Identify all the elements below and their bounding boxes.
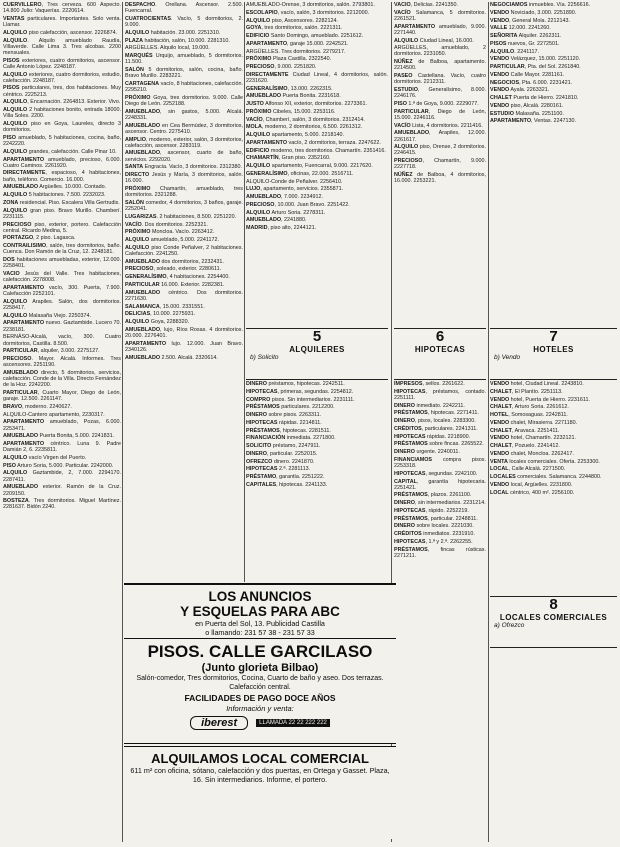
classified-ad: SALAMANCA, 15.000. 2331551. xyxy=(125,303,205,310)
classified-ad: VENDO, General Mola. 2212143. xyxy=(490,17,571,24)
classified-ad: VENDO chalet, Mirasierra. 2271180. xyxy=(490,419,578,426)
classified-ad: FINANCIACIÓN inmediata. 2271800. xyxy=(246,435,336,442)
classified-ad: HIPOTECAS 2.ª. 2281113. xyxy=(246,466,311,473)
classified-ad: AMUEBLADO Puerta Bonita, 5.000. 2241831. xyxy=(3,433,115,440)
classified-ad: AMUEBLADO, 7.000. 2234912. xyxy=(246,194,324,201)
classified-ad: VENDO hotel, Ciudad Lineal. 2243810. xyxy=(490,381,584,387)
classified-ad: CUATROCIENTAS. Vacío, 5 dormitorios, 2. 9.000. xyxy=(125,15,243,29)
ad-description: 611 m² con oficina, sótano, calefacción y dos puertas, en Ortega y Gasset. Plaza, 16. Sin intermediarios. Informe, el portero. xyxy=(130,766,390,784)
classified-ad: CUERVILLERO, Tres cerveza. 600 Aspecto. 14.800 Julio: Vaquerías. 2220614. xyxy=(3,2,121,15)
classified-ad: SEÑORITA Alquiler. 2262311. xyxy=(490,33,562,39)
classified-ad: OFREZCO dinero. 2241870. xyxy=(246,458,315,465)
ad-headline: PISOS. CALLE GARCILASO xyxy=(147,642,373,661)
classified-ad: ALQUILO habitación. 23.000. 2251310. xyxy=(125,29,221,36)
section-title: LOCALES COMERCIALES xyxy=(499,613,608,622)
classified-ad: ALQUILO. Alquilo amueblado Raudía, Villaverde. Calle Lima 3. Tres alcobas. 2200 mensuales. xyxy=(3,37,121,56)
classified-ad: ALQUILO piso, Orense, 2 dormitorios. 2246415. xyxy=(394,144,486,157)
classified-ad: PRÓXIMO Chamartín, amueblado, tres dormitorios. 2321288. xyxy=(125,185,243,199)
classified-ad: HIPOTECAS, rápido. 2252219. xyxy=(394,507,469,514)
classified-ad: VENDO Noviciado, 3.000. 2251890. xyxy=(490,9,577,16)
classified-ad: HIPOTECAS, préstamos, contado. 2251111. xyxy=(394,388,486,401)
classified-ad: ALQUILO gran piso. Bravo Murillo. Chamberí. 2231115. xyxy=(3,207,121,220)
classified-ad: PISO Arturo Soria, 5.000. Particular. 2242000. xyxy=(3,462,114,469)
classified-ad: VENDO chalet, Moncloa. 2262417. xyxy=(490,450,574,457)
classified-ad: CRÉDITOS, particulares. 2241311. xyxy=(394,425,478,432)
classified-ad: ALQUILO amueblado, 5.000. 2241172. xyxy=(125,237,220,244)
classified-ad: PRÓXIMO Moncloa. Vacío. 2263412. xyxy=(125,229,215,236)
classified-ad: EDIFICIO moderno, tres dormitorios. Chamartín. 2351416. xyxy=(246,147,386,154)
section-subtitle: b) Vendo xyxy=(494,354,521,361)
ad-info: Información y venta: xyxy=(226,704,294,714)
classified-ad: PARTICULAR, Cuarto Mayor, Diego de León, garaje. 12.500. 2261147. xyxy=(3,390,121,403)
classified-ad: APARTAMENTO vacío, 2 dormitorios, terraza. 2247622. xyxy=(246,139,381,146)
classified-ad: GENERALÍSIMO, 4 habitaciones. 2254400. xyxy=(125,274,230,281)
classified-ad: BRAVO, moderno. 2240627. xyxy=(3,403,72,410)
classified-ad: LOCAL céntrico, 400 m². 2256100. xyxy=(490,489,575,496)
classified-ad: SALÓN comedor, 4 dormitorios, 3 baños, garaje. 2252041. xyxy=(125,199,243,213)
classified-ad: VACIO Jesús del Valle. Tres habitaciones, calefacción. 2278008. xyxy=(3,271,121,284)
classified-ad: APARTAMENTO, garaje 15.000. 2242521. xyxy=(246,40,349,47)
classified-ad: AMUEBLADO, sin gastos, 5.000. Alcalá. 2248331. xyxy=(125,108,243,121)
classified-ad: CRÉDITOS inmediatos. 2231910. xyxy=(394,531,475,538)
classified-ad: ALQUILO 2 habitaciones bonito, entrada 18000. Villa Soles. 2200. xyxy=(3,107,121,120)
section-subtitle: a) Ofrezco xyxy=(494,622,525,629)
ad-description: Salón-comedor, Tres dormitorios, Cocina, Cuarto de baño y aseo. Dos terrazas. Calefacción central. xyxy=(136,675,384,691)
classified-ad: PRÓXIMO Goya, tres dormitorios. 9.000. Calle Diego de León. 2252188. xyxy=(125,94,243,107)
classified-ad: CHAMARTÍN, Gran piso. 2352160. xyxy=(246,155,331,162)
classified-ad: AMUEBLADO, Arapiles, 12.000. 2261617. xyxy=(394,130,486,143)
classified-ad: PRÉSTAMOS particulares. 2212200. xyxy=(246,404,335,411)
classified-ad: PISOS nuevos, Gr. 2272501. xyxy=(490,40,560,47)
classified-ad: ALQUILO apartamento, 5.000. 2218140. xyxy=(246,132,344,139)
classified-ad: ARGÜELLES. Alquilo local, 19.000. xyxy=(125,45,210,52)
classified-ad: CHALET, Aravaca. 2251411. xyxy=(490,427,560,434)
classified-ad: VENDO local, Argüelles. 2231800. xyxy=(490,481,573,488)
classified-ad: VACÍO, Chamberí, salón, 3 dormitorios. 2312414. xyxy=(246,116,365,123)
classified-ad: NÚÑEZ de Balboa, apartamento. 2214500. xyxy=(394,59,486,72)
classifieds-column-3-bottom xyxy=(246,381,388,581)
classified-ad: ALQUILO piso Conde Peñalver, 2 habitaciones. Calefacción. 2241250. xyxy=(125,244,243,257)
classified-ad: AMUEBLADO Argüelles. 10.000. Contado. xyxy=(3,184,107,191)
classified-ad: CHALET, Arturo Soria. 2261612. xyxy=(490,404,569,411)
classified-ad: AMUEBLADO directo, 5 dormitorios, servicios, calefacción. Conde de la Villa. Directo Fernández de la Hoz. 2242200. xyxy=(3,369,121,389)
classified-ad: ALQUILO vacío Virgen del Puerto. xyxy=(3,454,87,461)
classified-ad: VACÍO. Dos dormitorios. 2252321. xyxy=(125,221,208,228)
classified-ad: PISO 1.ª de Goya, 9.000. 2229077. xyxy=(394,100,479,107)
classified-ad: AMUEBLADO, lujo, Ríos Rosas. 4 dormitorios. 20.000. 2276401. xyxy=(125,326,243,339)
classified-ad: VENTA locales comerciales. Oferta. 2253300. xyxy=(490,458,600,465)
column-rule xyxy=(244,2,245,582)
classified-ad: HIPOTECAS rápidas. 2214811. xyxy=(246,419,322,426)
classified-ad: PARTICULAR 16.000. Exterior. 2282381. xyxy=(125,281,225,288)
classified-ad: SALÓN 5 dormitorios, salón, cocina, baño. Bravo Murillo. 2283221. xyxy=(125,66,243,80)
section-title: HIPOTECAS xyxy=(414,345,466,354)
classified-ad: PRÉSTAMOS, hipotecas. 2281511. xyxy=(246,427,331,434)
classified-ad: IMPRESOS, sellos. 2261622. xyxy=(394,381,465,387)
section-heading-hipotecas xyxy=(394,328,486,380)
classified-ad: DINERO inmediato. 2242211. xyxy=(394,402,465,409)
classified-ad: VACÍO Salamanca, 5 dormitorios. 2261521. xyxy=(394,9,486,22)
ad-subheadline: (Junto glorieta Bilbao) xyxy=(201,662,319,674)
classified-ad: ALQUILO 5 habitaciones. 7.500. 2232023. xyxy=(3,192,106,199)
ad-headline: ALQUILAMOS LOCAL COMERCIAL xyxy=(151,751,369,766)
classifieds-column-4-bottom xyxy=(394,381,486,841)
section-heading-hoteles xyxy=(490,328,617,380)
section-title: HOTELES xyxy=(533,345,574,354)
classified-ad: VALLE 12.000. 2241260. xyxy=(490,25,551,32)
classified-ad: AMUEBLADO, ascensor, cuarto de baño, servicios. 2292020. xyxy=(125,150,243,163)
classified-ad: PRÉSTAMOS sobre fincas. 2265522. xyxy=(394,441,484,448)
classifieds-column-1 xyxy=(3,2,121,837)
iberest-logo: iberest xyxy=(190,716,248,730)
classified-ad: NEGOCIOS, Pta. 6.000. 2231421. xyxy=(490,79,573,86)
classified-ad: BOSTEZA. Tres dormitorios. Miguel Martínez. 2281637. Bidón 2240. xyxy=(3,498,121,511)
classified-ad: APARTAMENTO céntrico. Luna 9. Padre Damián 2, 6. 2235811. xyxy=(3,441,121,454)
classified-ad: DINERO, pisos, locales. 2283300. xyxy=(394,418,476,425)
classified-ad: EDIFICIO Santo Domingo, amueblado. 2251612. xyxy=(246,33,364,39)
column-rule xyxy=(122,2,123,842)
classified-ad: ALQUILO-Cantero apartamento, 2230317. xyxy=(3,411,105,418)
classified-ad: DINERO, sin intermediarios. 2231214. xyxy=(394,500,486,507)
classified-ad: GENERALÍSIMO, oficinas, 22.000. 2516711. xyxy=(246,170,354,177)
classified-ad: VENDO hotel, Chamartín. 2232121. xyxy=(490,435,576,442)
classified-ad: AMUEBLADO dos dormitorios, 2232431. xyxy=(125,258,224,265)
classified-ad: DOS habitaciones amuebladas, exterior, 12.000. 2258401. xyxy=(3,257,121,270)
ad-headline: LOS ANUNCIOS xyxy=(208,589,312,604)
classified-ad: ESTUDIO, Generalísimo, 8.000. 2246176. xyxy=(394,87,486,100)
classified-ad: ALQUILO Goya, 2288320. xyxy=(125,319,190,326)
classifieds-column-2 xyxy=(125,2,243,582)
classified-ad: PISOS particulares, tres, dos habitaciones. Muy céntrico. 2225213. xyxy=(3,85,121,98)
classified-ad: ZONA residencial. Piso. Escalera Villa Gertrudis. xyxy=(3,199,120,206)
classified-ad: PRÉSTAMOS, fincas rústicas. 2271211. xyxy=(394,546,486,559)
classified-ad: PRÓXIMO Plaza Castilla. 2322540. xyxy=(246,56,332,63)
classified-ad: PRÉSTAMOS, particular. 2248811. xyxy=(394,515,478,522)
classified-ad: APARTAMENTO lujo. 12.000. Juan Bravo. 2340126. xyxy=(125,340,243,353)
column-rule xyxy=(488,2,489,842)
classified-ad: PRECIOSO, 10.000. Juan Bravo. 2251422. xyxy=(246,201,350,208)
classified-ad: AMUEBLADO 2.500. Alcalá. 2320614. xyxy=(125,354,218,361)
classified-ad: DELICIAS, 10.000. 2275931. xyxy=(125,311,196,318)
classified-ad: PRECIOSO, Chamartín, 9.000. 2227718. xyxy=(394,158,486,171)
classified-ad: CAPITALES, hipotecas. 2241133. xyxy=(246,481,328,488)
section-title: ALQUILERES xyxy=(289,345,345,354)
classified-ad: PARTICULAR, Pta. del Sol. 2261840. xyxy=(490,64,581,70)
classified-ad: PRECIOSO, soleado, exterior. 2280611. xyxy=(125,266,222,273)
classified-ad: APARTAMENTO amueblado, Pozas, 6.000. 2253471. xyxy=(3,419,121,432)
classified-ad: AMUEBLADO exterior. Ramón de la Cruz. 2209150. xyxy=(3,484,121,497)
classified-ad: MOLA, moderno, 2 dormitorios, 6.500. 2261312. xyxy=(246,124,363,131)
section-heading-locales xyxy=(490,596,617,648)
classified-ad: VACÍO, Delicias. 2241350. xyxy=(394,2,459,8)
classified-ad: PRÉSTAMOS, hipotecas. 2271411. xyxy=(394,410,479,417)
abc-ads-banner xyxy=(124,583,396,639)
classified-ad: PRECIOSO, 9.000. 2251820. xyxy=(246,64,317,70)
classified-ad: ALQUILO-Conde de Peñalver. 2256410. xyxy=(246,178,343,185)
classified-ad: DIRECTAMENTE, espacioso, 4 habitaciones, baño, teléfono. Comercio. 16.000. xyxy=(3,170,121,183)
classified-ad: GOYA, tres dormitorios, salón. 2221311. xyxy=(246,25,343,32)
classified-ad: ARGÜELLES. Tres dormitorios. 2279217. xyxy=(246,48,346,55)
classified-ad: PARTICULAR, alquiler, 3.000. 2275127. xyxy=(3,348,100,355)
classified-ad: LUGARIZAS. 2 habitaciones, 8.500. 2251220. xyxy=(125,213,237,220)
classified-ad: ALQUILO grandes, calefacción. Calle Pinar 10. xyxy=(3,148,117,155)
classified-ad: ALQUILO Malasaña Viejo. 2250374. xyxy=(3,312,92,319)
classified-ad: APARTAMENTO amueblado, precioso, 6.000. Cuatro Caminos. 2261920. xyxy=(3,156,121,169)
classified-ad: NÚÑEZ de Balboa, 4 dormitorios, 16.000. 2253221. xyxy=(394,172,486,185)
ad-phone: o llamando: 231 57 38 - 231 57 33 xyxy=(205,628,315,637)
classified-ad: LOCAL, Calle Alcalá. 2271500. xyxy=(490,466,566,473)
classified-ad: BERNÁSO-Alcalá, vacío, 300. Cuatro dormitorios, Castilla. 8.500. xyxy=(3,334,121,347)
classified-ad: APARTAMENTO vacío, 300. Puerta, 7.900. Calefacción 2252101. xyxy=(3,284,121,298)
classified-ad: VENDO piso, Alcalá. 2280161. xyxy=(490,102,564,109)
classified-ad: ALQUILO piso, Ascensores. 2282124. xyxy=(246,17,338,24)
classified-ad: PLAZA habitación, salón, 10.000. 2281310. xyxy=(125,37,230,44)
classified-ad: VENTAS particulares. Importantes. Solo venta. Llamar. xyxy=(3,15,121,29)
classified-ad: CARTAGENA vacío, 8 habitaciones, calefacción. 2295210. xyxy=(125,80,243,94)
classified-ad: ALQUILO Ciudad Lineal, 16.000. xyxy=(394,37,474,44)
classified-ad: DIRECTAMENTE Ciudad Lineal, 4 dormitorios, salón. 2231620. xyxy=(246,71,388,84)
classified-ad: ALQUILO Arapiles. Salón, dos dormitorios. 2258417. xyxy=(3,298,121,311)
classified-ad: SANTA Engracia. Vacío, 3 dormitorios. 2312380. xyxy=(125,164,242,171)
classified-ad: PASEO Castellana. Vacío, cuatro dormitorios. 2212311. xyxy=(394,73,486,86)
classified-ad: VENDO Calle Mayor. 2281161. xyxy=(490,71,565,78)
classified-ad: DINERO sobre locales. 2221030. xyxy=(394,523,474,530)
classified-ad: ALQUILO exteriores, cuatro dormitorios, estudio, calefacción. 2248187. xyxy=(3,71,121,84)
classified-ad: VACÍO Lista, 4 dormitorios. 2211416. xyxy=(394,122,483,129)
classified-ad: PRÉSTAMOS, plazos. 2261100. xyxy=(394,492,472,499)
classified-ad: JUSTO Alfonso XII, exterior, dormitorios. 2273361. xyxy=(246,101,367,108)
section-heading-alquileres xyxy=(246,328,388,380)
classified-ad: MADRID, piso alto, 2244121. xyxy=(246,225,317,232)
classified-ad: VENDO Ayala. 2263321. xyxy=(490,87,550,94)
classified-ad: CAPITAL, garantía hipotecaria. 2251421. xyxy=(394,478,486,491)
classified-ad: DINERO urgente. 2240011. xyxy=(394,449,460,456)
classified-ad: ESTUDIO Malasaña. 2251100. xyxy=(490,110,564,117)
classified-ad: PISO amueblado, 5 habitaciones, cocina, baño, 2242220. xyxy=(3,134,121,148)
classified-ad: AMUEBLADO-Orense, 3 dormitorios, salón. 2793801. xyxy=(246,2,375,8)
classified-ad: DESPACHO. Orellana. Ascensor. 2.500. Fuencarral. xyxy=(125,2,243,15)
classified-ad: VENDO hotel, Puerta de Hierro. 2231611. xyxy=(490,396,590,403)
ad-payment-terms: FACILIDADES DE PAGO DOCE AÑOS xyxy=(184,693,336,704)
classified-ad: HIPOTECAS, segundas. 2242100. xyxy=(394,470,478,477)
classified-ad: CHALET Puerta de Hierro. 2241810. xyxy=(490,95,579,101)
classified-ad: PISOS exteriores, cuatro dormitorios, ascensor. Calle Antonio López. 2248187. xyxy=(3,57,121,70)
classifieds-column-4 xyxy=(394,2,486,328)
classifieds-column-5 xyxy=(490,2,617,328)
classified-ad: ESCOLAPIO, vacío, salón, 3 dormitorios. 2212000. xyxy=(246,9,370,16)
classified-ad: HIPOTECAS, primeras, segundas. 2254812. xyxy=(246,388,354,395)
classified-ad: HIPOTECAS rápidas. 2218900. xyxy=(394,433,471,440)
ad-logo-row xyxy=(124,716,396,730)
classified-ad: ALQUILO Gaztambide, 2, 7.000. 2294170. 2287411. xyxy=(3,470,121,483)
classified-ad: NEGOCIAMOS inmuebles. Vía. 2256616. xyxy=(490,2,591,8)
classified-ad: DIRECTO Jesús y María, 3 dormitorios, salón. 16.000. xyxy=(125,172,243,185)
classified-ad: VENDO Velázquez, 15.000. 2251120. xyxy=(490,56,581,63)
classified-ad: ARGÜELLES, amueblado, 2 dormitorios. 2231050. xyxy=(394,45,486,58)
classifieds-column-3 xyxy=(246,2,388,328)
classified-ad: LUJO, apartamento, servicios. 2355871. xyxy=(246,186,344,193)
classified-ad: LOCALES comerciales. Salamanca. 2244800. xyxy=(490,474,602,480)
garcilaso-flats-ad xyxy=(124,639,396,744)
classified-ad: SOLICITO préstamo, 2247911. xyxy=(246,443,321,449)
classified-ad: AMUEBLADO en Cea Bermúdez, 3 dormitorios, ascensor. Centro. 2275410. xyxy=(125,122,243,135)
classified-ad: GENERALÍSIMO, 13.000. 2262315. xyxy=(246,85,333,92)
classified-ad: AMUEBLADO, 2241880. xyxy=(246,217,307,224)
classified-ad: ALQUILO piso calefacción, ascensor. 2226874. xyxy=(3,29,118,36)
section-subtitle: b) Solicito xyxy=(250,354,279,361)
classified-ad: AMUEBLADO céntrico. Dos dormitorios. 2271630. xyxy=(125,289,243,302)
classified-ad: PRÓXIMO Cibeles, 15.000. 2253116. xyxy=(246,108,336,115)
classified-ad: ALQUILO. 2241117. xyxy=(490,48,539,55)
classified-ad: AMPLIO, moderno, exterior, salón, 3 dormitorios, calefacción, ascensor. 2283119. xyxy=(125,136,243,149)
classified-ad: DINERO sobre pisos. 2263311. xyxy=(246,412,322,418)
classified-ad: DINERO préstamos, hipotecas. 2242511. xyxy=(246,381,345,387)
classified-ad: PORTAZGO, 2 piso. Lagasca. xyxy=(3,235,76,242)
commercial-premises-ad xyxy=(124,746,396,839)
classified-ad: ALQUILO piso en Goya, Laureles, directo 3 dormitorios. xyxy=(3,121,121,134)
classified-ad: PARTICULAR, Diego de León, 15.000. 2246116. xyxy=(394,108,486,121)
classified-ad: APARTAMENTO nuevo. Gaztambide. Lucero 70. 2238181. xyxy=(3,320,121,333)
classified-ad: MARQUÉS Urquijo, amueblado, 5 dormitorios. 11.500. xyxy=(125,53,243,66)
classified-ad: CHALET, Pozuelo. 2241412. xyxy=(490,443,560,449)
classified-ad: COMPRO pisos. Sin intermediarios. 2231111. xyxy=(246,396,355,403)
classified-ad: ALQUILO apartamento, Fuencarral, 9.000. 2217620. xyxy=(246,163,373,170)
ad-headline-2: Y ESQUELAS PARA ABC xyxy=(180,604,340,619)
classified-ad: PRÉSTAMO, garantía. 2251222. xyxy=(246,474,325,480)
classified-ad: APARTAMENTO, Ventas. 2247130. xyxy=(490,118,576,125)
classified-ad: DINERO, particular. 2252015. xyxy=(246,450,318,457)
classified-ad: ALQUILO, Encarnación. 2264813. Exterior. Vivo. xyxy=(3,99,121,106)
classified-ad: AMUEBLADO Puerta Bonita. 2231618. xyxy=(246,93,341,100)
classified-ad: HIPOTECAS, 1.ª y 2.ª. 2262255. xyxy=(394,538,473,545)
classified-ad: CHALET, El Plantío. 2251113. xyxy=(490,388,563,395)
classified-ad: APARTAMENTO amueblado, 9.000. 2271440. xyxy=(394,23,486,36)
classified-ad: HOTEL, Somosaguas. 2242811. xyxy=(490,412,568,418)
section-number: 6 xyxy=(435,328,445,345)
classified-ad: PRECIOSO. Mayor. Alcalá. Informes. Tres ascensores. 2251190. xyxy=(3,356,121,369)
ad-address: en Puerta del Sol, 13. Publicidad Castilla xyxy=(195,619,325,628)
section-number: 5 xyxy=(312,328,322,345)
classified-ad: PRECIOSO piso, exterior, portero. Calefacción central. Ricardo Medina, 5. xyxy=(3,221,121,234)
classified-ad: CONTRAILISIMO, salón, tres dormitorios, baño. Cuenca. Don Ramón de la Cruz, 12. 2248181. xyxy=(3,243,121,256)
classified-ad: ALQUILO Arturo Soria. 2278311. xyxy=(246,209,326,216)
section-number: 8 xyxy=(549,596,558,613)
section-number: 7 xyxy=(549,328,558,345)
ad-phone-tag: LLAMADA 22 22 222 222 xyxy=(256,719,330,727)
classified-ad: FINANCIAMOS compra pisos. 2253318. xyxy=(394,456,486,470)
